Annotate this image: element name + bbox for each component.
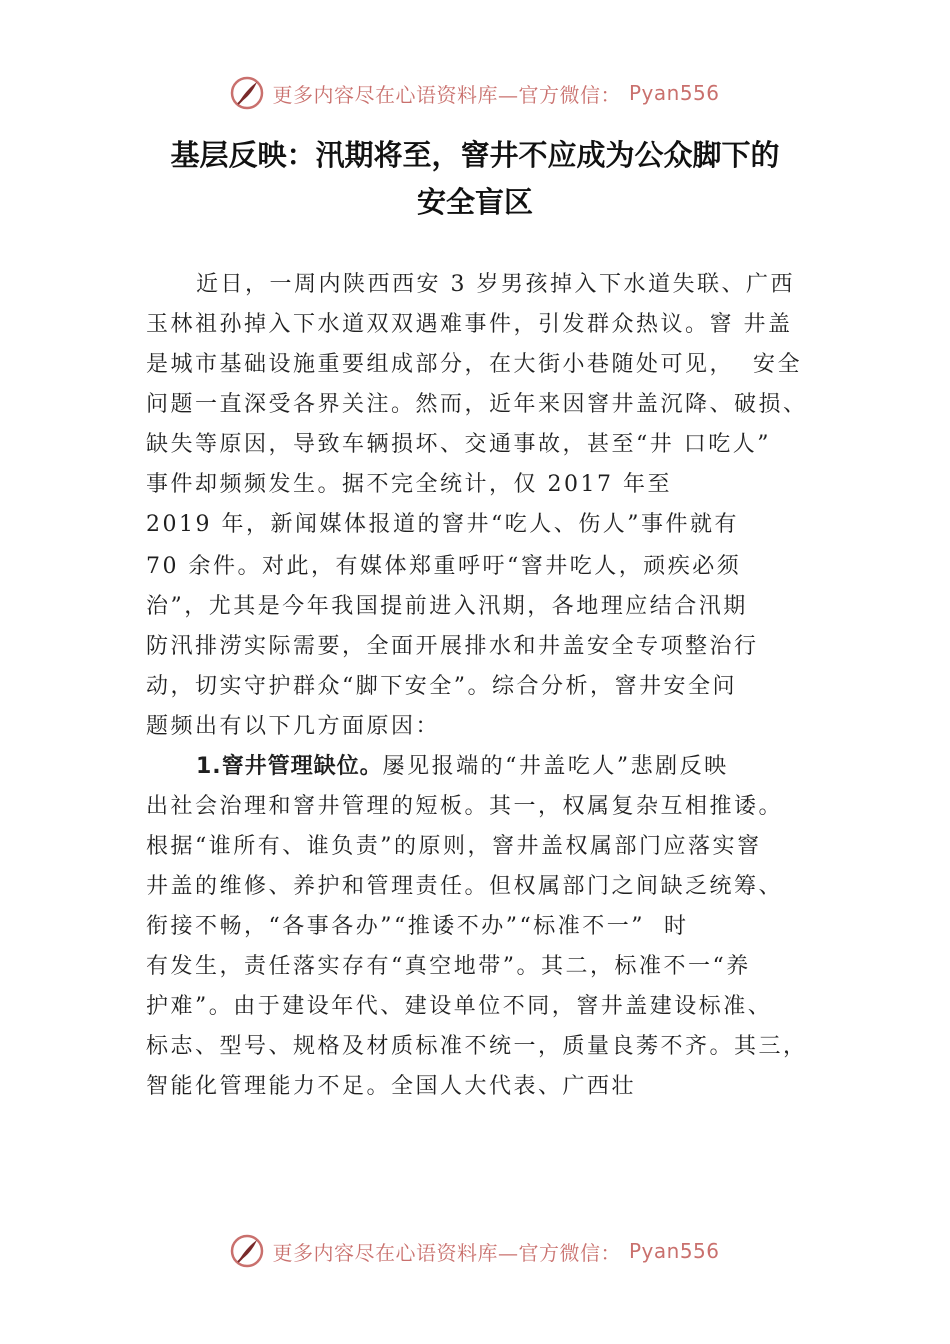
body-line: 智能化管理能力不足。全国人大代表、广西壮 (146, 1074, 637, 1099)
body-line: 标志、型号、规格及材质标准不统一，质量良莠不齐。其三， (146, 1034, 808, 1059)
body-line: 事件却频频发生。据不完全统计，仅 2017 年至 (146, 472, 672, 497)
watermark-text: 更多内容尽在心语资料库—官方微信： (272, 82, 621, 107)
body-line: 2019 年，新闻媒体报道的窨井“吃人、伤人”事件就有 (146, 512, 739, 537)
body-line: 治”，尤其是今年我国提前进入汛期，各地理应结合汛期 (146, 594, 748, 619)
quill-pen-logo-icon (230, 76, 264, 110)
watermark-text: 更多内容尽在心语资料库—官方微信： (272, 1240, 621, 1265)
body-line: 缺失等原因，导致车辆损坏、交通事故，甚至“井 口吃人” (146, 432, 771, 457)
body-line: 是城市基础设施重要组成部分，在大街小巷随处可见， 安全 (146, 352, 802, 377)
body-line: 问题一直深受各界关注。然而，近年来因窨井盖沉降、破损、 (146, 392, 808, 417)
body-line: 70 余件。对此，有媒体郑重呼吁“窨井吃人，顽疾必须 (146, 554, 742, 579)
section-1-heading: 1.窨井管理缺位。 (196, 754, 383, 779)
body-line: 题频出有以下几方面原因： (146, 714, 441, 739)
quill-pen-logo-icon (230, 1234, 264, 1268)
body-line: 衔接不畅，“各事各办”“推诿不办”“标准不一” 时 (146, 914, 689, 939)
section-1-first-line (196, 752, 729, 782)
body-line: 防汛排涝实际需要，全面开展排水和井盖安全专项整治行 (146, 634, 759, 659)
body-line: 动，切实守护群众“脚下安全”。综合分析，窨井安全问 (146, 674, 737, 699)
body-line: 玉林祖孙掉入下水道双双遇难事件，引发群众热议。窨 井盖 (146, 312, 793, 337)
footer-watermark (0, 1234, 950, 1268)
body-line: 出社会治理和窨井管理的短板。其一，权属复杂互相推诿。 (146, 794, 784, 819)
body-line: 护难”。由于建设年代、建设单位不同，窨井盖建设标准、 (146, 994, 773, 1019)
watermark-wechat-id: Pyan556 (628, 1239, 720, 1263)
body-line: 井盖的维修、养护和管理责任。但权属部门之间缺乏统筹、 (146, 874, 784, 899)
section-1-lead-text: 屡见报端的“井盖吃人”悲剧反映 (382, 754, 729, 779)
body-line: 近日，一周内陕西西安 3 岁男孩掉入下水道失联、广西 (196, 272, 795, 297)
header-watermark (0, 76, 950, 110)
watermark-wechat-id: Pyan556 (628, 81, 720, 105)
page-title-line-1: 基层反映：汛期将至，窨井不应成为公众脚下的 (170, 138, 780, 172)
body-line: 有发生，责任落实存有“真空地带”。其二，标准不一“养 (146, 954, 751, 979)
body-line: 根据“谁所有、谁负责”的原则，窨井盖权属部门应落实窨 (146, 834, 762, 859)
page-title-line-2: 安全盲区 (416, 185, 533, 219)
